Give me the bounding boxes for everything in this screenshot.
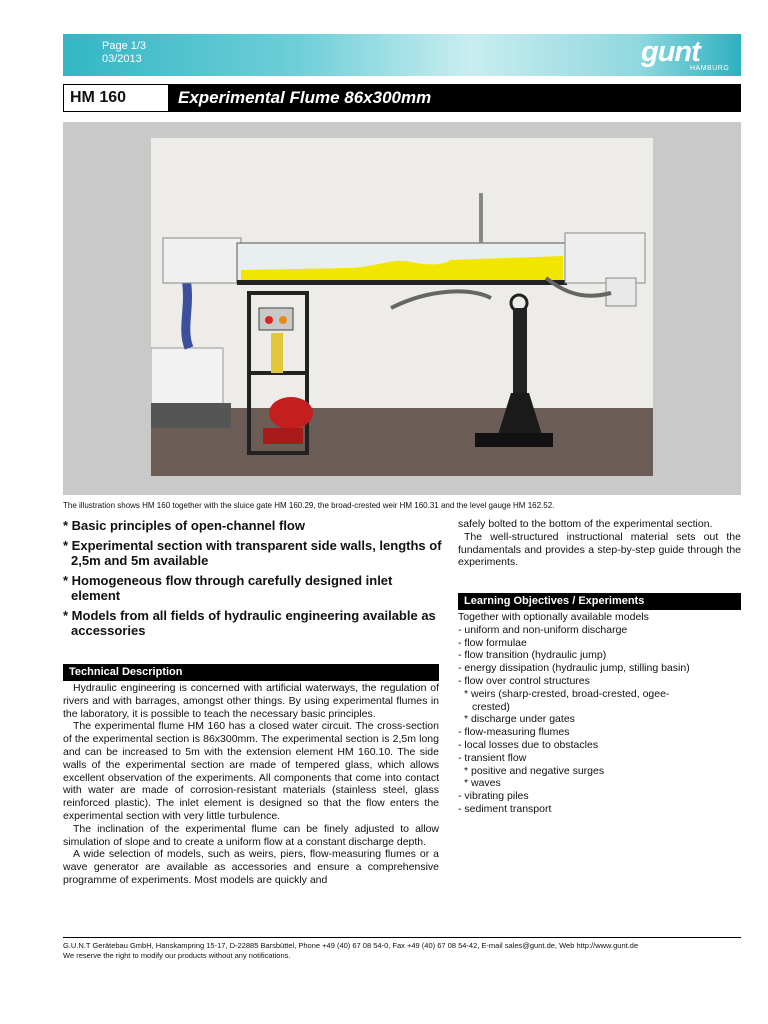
disclaimer: We reserve the right to modify our products without any notifications. — [63, 951, 291, 960]
feature-item: * Homogeneous flow through carefully designed inlet element — [63, 573, 393, 603]
page-date: 03/2013 — [102, 53, 142, 65]
photo-caption: The illustration shows HM 160 together with the sluice gate HM 160.29, the broad-crested weir HM 160.31 and the level gauge HM 162.52. — [63, 501, 555, 510]
list-item: - local losses due to obstacles — [458, 738, 599, 751]
model-number: HM 160 — [64, 85, 168, 111]
gunt-logo-sub: HAMBURG — [690, 65, 730, 72]
learning-objectives-heading: Learning Objectives / Experiments — [458, 593, 741, 610]
right-column-text — [458, 518, 741, 569]
list-item: - uniform and non-uniform discharge — [458, 623, 628, 636]
footer-divider — [63, 937, 741, 938]
list-item: - energy dissipation (hydraulic jump, stilling basin) — [458, 662, 690, 675]
page-info — [102, 40, 146, 66]
feature-item: * Basic principles of open-channel flow — [63, 518, 305, 533]
technical-description-body — [63, 682, 439, 887]
list-item: - flow-measuring flumes — [458, 726, 570, 739]
list-item: - flow over control structures — [458, 674, 590, 687]
list-item: - transient flow — [458, 751, 527, 764]
list-subitem: * weirs (sharp-crested, broad-crested, ogee- — [464, 687, 670, 700]
list-item: - vibrating piles — [458, 790, 529, 803]
header-band — [63, 34, 741, 76]
list-subitem: * discharge under gates — [464, 713, 575, 726]
page-number: Page 1/3 — [102, 40, 147, 52]
feature-list — [63, 518, 443, 643]
company-contact: G.U.N.T Gerätebau GmbH, Hanskampring 15-17, D-22885 Barsbüttel, Phone +49 (40) 67 08 54-0, Fax +49 (40) 67 08 54-42, E-mail sales@gunt.de, Web http://www.gunt.de — [63, 941, 639, 950]
paragraph: The well-structured instructional material sets out the fundamentals and provides a step-by-step guide through the experiments. — [458, 530, 741, 569]
learning-objectives-list — [458, 611, 741, 816]
list-item: - flow transition (hydraulic jump) — [458, 649, 607, 662]
page-title: Experimental Flume 86x300mm — [178, 88, 432, 107]
feature-item: * Models from all fields of hydraulic engineering available as accessories — [63, 608, 436, 638]
list-item: - flow formulae — [458, 636, 527, 649]
paragraph: The experimental flume HM 160 has a closed water circuit. The cross-section of the experimental section is 86x300mm. The experimental section is 2,5m long and can be increased to 5m with the extension element HM 160.10. The side walls of the experimental section are made of tempered glass, which allows excellent observation of the experiments. All components that come into contact with water are made of corrosion-resistant materials (stainless steel, glass reinforced plastic). The inlet element is designed so that the flow enters the experimental section with very little turbulence. — [63, 720, 439, 822]
product-photo — [151, 138, 653, 476]
list-item: - sediment transport — [458, 802, 552, 815]
footer — [63, 941, 753, 961]
gunt-logo: gunt — [641, 36, 700, 68]
list-subitem: * waves — [464, 777, 501, 790]
list-subitem: * positive and negative surges — [464, 764, 605, 777]
list-intro: Together with optionally available models — [458, 611, 649, 623]
technical-description-heading: Technical Description — [63, 664, 439, 681]
paragraph-continuation: safely bolted to the bottom of the experimental section. — [458, 518, 713, 530]
feature-item: * Experimental section with transparent side walls, lengths of 2,5m and 5m available — [63, 538, 442, 568]
paragraph: The inclination of the experimental flume can be finely adjusted to allow simulation of slope and to create a uniform flow at a constant discharge depth. — [63, 822, 439, 848]
list-subitem: crested) — [472, 700, 510, 713]
paragraph: Hydraulic engineering is concerned with artificial waterways, the regulation of rivers and with barrages, amongst other things. By using experimental flumes in the laboratory, it is possible to teach the necessary basic principles. — [63, 682, 439, 720]
flume-illustration — [151, 138, 653, 476]
paragraph: A wide selection of models, such as weirs, piers, flow-measuring flumes or a wave generator are available as accessories and ensure a comprehensive programme of experiments. Most models are quickly and — [63, 848, 439, 886]
